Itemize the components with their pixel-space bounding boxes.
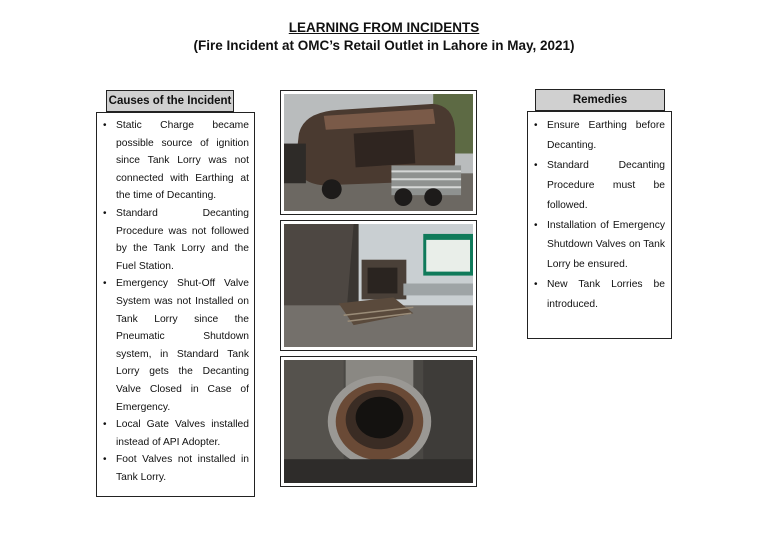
valve-pipe-image [284,360,473,483]
list-item: • Static Charge became possible source of ignition since Tank Lorry was not connected with Earthing at the time of Decanting. [101,117,249,205]
causes-box [96,112,255,497]
photo-valve-pipe [280,356,477,487]
remedies-heading: Remedies [535,89,665,111]
causes-list [101,117,249,486]
bullet-icon: • [534,219,538,231]
bullet-icon: • [534,279,538,291]
page-title: LEARNING FROM INCIDENTS [288,20,480,35]
list-item: • New Tank Lorries be introduced. [532,275,665,315]
photo-burned-station-site [280,220,477,351]
list-item: • Installation of Emergency Shutdown Valves on Tank Lorry be ensured. [532,216,665,276]
bullet-icon: • [103,419,107,431]
bullet-icon: • [534,120,538,131]
remedies-list [532,116,665,315]
burned-station-site-image [284,224,473,347]
list-item: • Ensure Earthing before Decanting. [532,116,665,156]
burned-tank-lorry-image [284,94,473,211]
list-item: • Local Gate Valves installed instead of API Adopter. [101,416,249,451]
list-item: • Foot Valves not installed in Tank Lorry. [101,451,249,486]
bullet-icon: • [103,120,107,131]
causes-heading: Causes of the Incident [106,90,234,112]
bullet-icon: • [534,159,538,171]
remedies-box [527,111,672,339]
photo-burned-tank-lorry [280,90,477,215]
list-item: • Standard Decanting Procedure must be followed. [532,156,665,216]
list-item: • Emergency Shut-Off Valve System was not Installed on Tank Lorry since the Pneumatic Shutdown system, in Standard Tank Lorry gets the Decanting Valve Closed in Case of Emergency. [101,275,249,416]
bullet-icon: • [103,207,107,219]
bullet-icon: • [103,454,107,466]
list-item: • Standard Decanting Procedure was not followed by the Tank Lorry and the Fuel Station. [101,205,249,275]
bullet-icon: • [103,278,107,290]
page-subtitle: (Fire Incident at OMC’s Retail Outlet in Lahore in May, 2021) [193,38,575,53]
